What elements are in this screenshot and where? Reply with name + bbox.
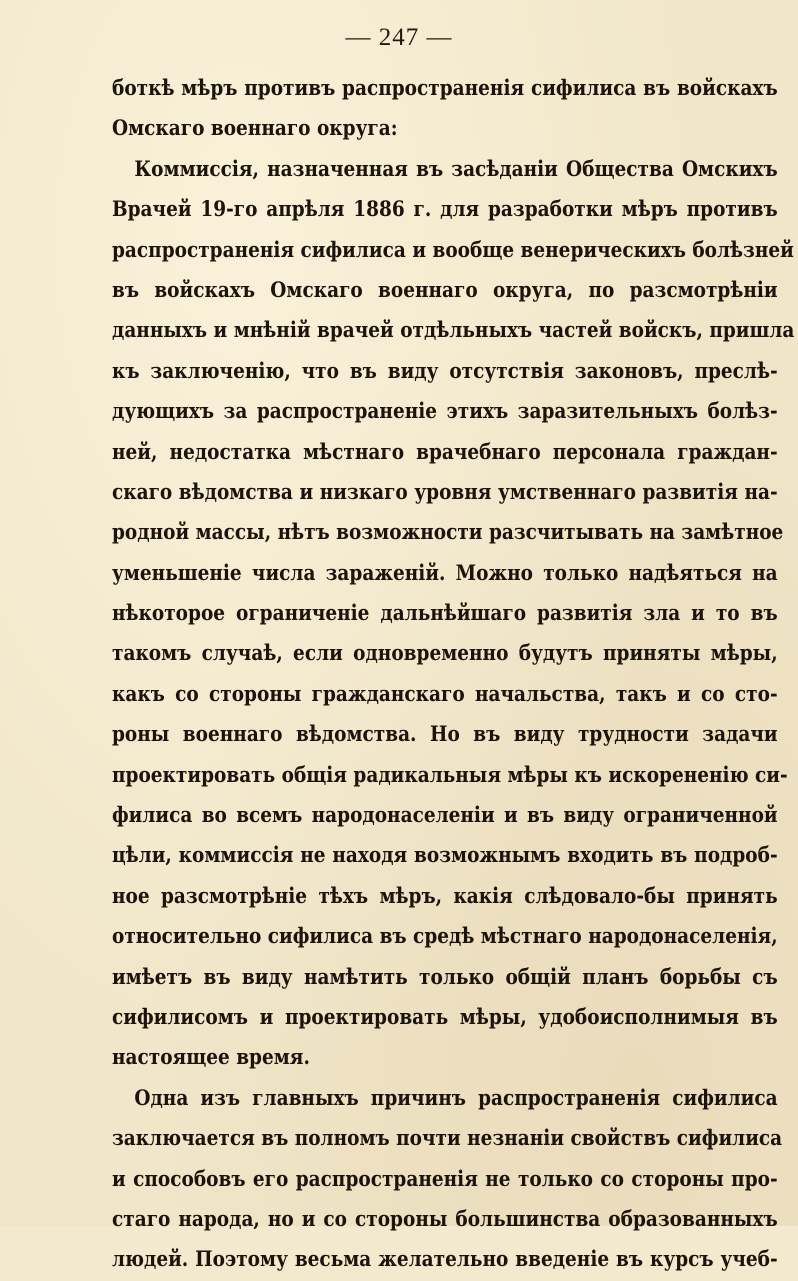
text-line: цѣли, коммиссія не находя возможнымъ входить въ подроб-	[112, 843, 778, 869]
text-line: дующихъ за распространеніе этихъ заразительныхъ болѣз-	[112, 399, 778, 425]
text-line: нѣкоторое ограниченіе дальнѣйшаго развитія зла и то въ	[112, 601, 778, 627]
text-line: боткѣ мѣръ противъ распространенія сифилиса въ войскахъ	[112, 76, 778, 101]
text-line: ней, недостатка мѣстнаго врачебнаго персонала граждан-	[112, 439, 778, 465]
text-line: къ заключенію, что въ виду отсутствія законовъ, преслѣ-	[112, 358, 778, 384]
text-line: Врачей 19-го апрѣля 1886 г. для разработки мѣръ противъ	[112, 197, 778, 223]
paragraph-start-line: Одна изъ главныхъ причинъ распространенія сифилиса	[134, 1085, 778, 1111]
text-line: проектировать общія радикальныя мѣры къ искорененію си-	[112, 762, 788, 788]
text-line: какъ со стороны гражданскаго начальства, такъ и со сто-	[112, 681, 778, 707]
text-line: родной массы, нѣтъ возможности разсчитывать на замѣтное	[112, 520, 784, 546]
paragraph-start-line: Коммиссія, назначенная въ засѣданіи Общества Омскихъ	[134, 156, 778, 182]
text-line: людей. Поэтому весьма желательно введеніе въ курсъ учеб-	[112, 1247, 778, 1273]
text-line: заключается въ полномъ почти незнаніи свойствъ сифилиса	[112, 1126, 783, 1152]
text-line: сифилисомъ и проектировать мѣры, удобоисполнимыя въ	[112, 1004, 778, 1030]
text-line: скаго вѣдомства и низкаго уровня умственнаго развитія на-	[112, 479, 778, 505]
text-line: стаго народа, но и со стороны большинства образованныхъ	[112, 1206, 778, 1232]
text-line: относительно сифилиса въ средѣ мѣстнаго народонаселенія,	[112, 924, 778, 950]
text-line: распространенія сифилиса и вообще венерическихъ болѣзней	[112, 237, 794, 263]
text-line: имѣетъ въ виду намѣтить только общій планъ борьбы съ	[112, 964, 778, 990]
text-line: и способовъ его распространенія не только со стороны про-	[112, 1166, 778, 1192]
text-line: уменьшеніе числа зараженій. Можно только надѣяться на	[112, 560, 778, 586]
text-line: настоящее время.	[112, 1045, 310, 1071]
text-line: филиса во всемъ народонаселеніи и въ виду ограниченной	[112, 803, 778, 829]
text-line: данныхъ и мнѣній врачей отдѣльныхъ частей войскъ, пришла	[112, 318, 795, 344]
page-number: — 247 —	[345, 24, 453, 51]
body-text	[112, 69, 795, 1281]
text-line: роны военнаго вѣдомства. Но въ виду трудности задачи	[112, 722, 778, 748]
text-line: ное разсмотрѣніе тѣхъ мѣръ, какія слѣдовало-бы принять	[112, 883, 778, 909]
text-line: въ войскахъ Омскаго военнаго округа, по разсмотрѣніи	[112, 277, 778, 303]
text-line: такомъ случаѣ, если одновременно будутъ приняты мѣры,	[112, 641, 778, 667]
text-line: Омскаго военнаго округа:	[112, 116, 398, 142]
